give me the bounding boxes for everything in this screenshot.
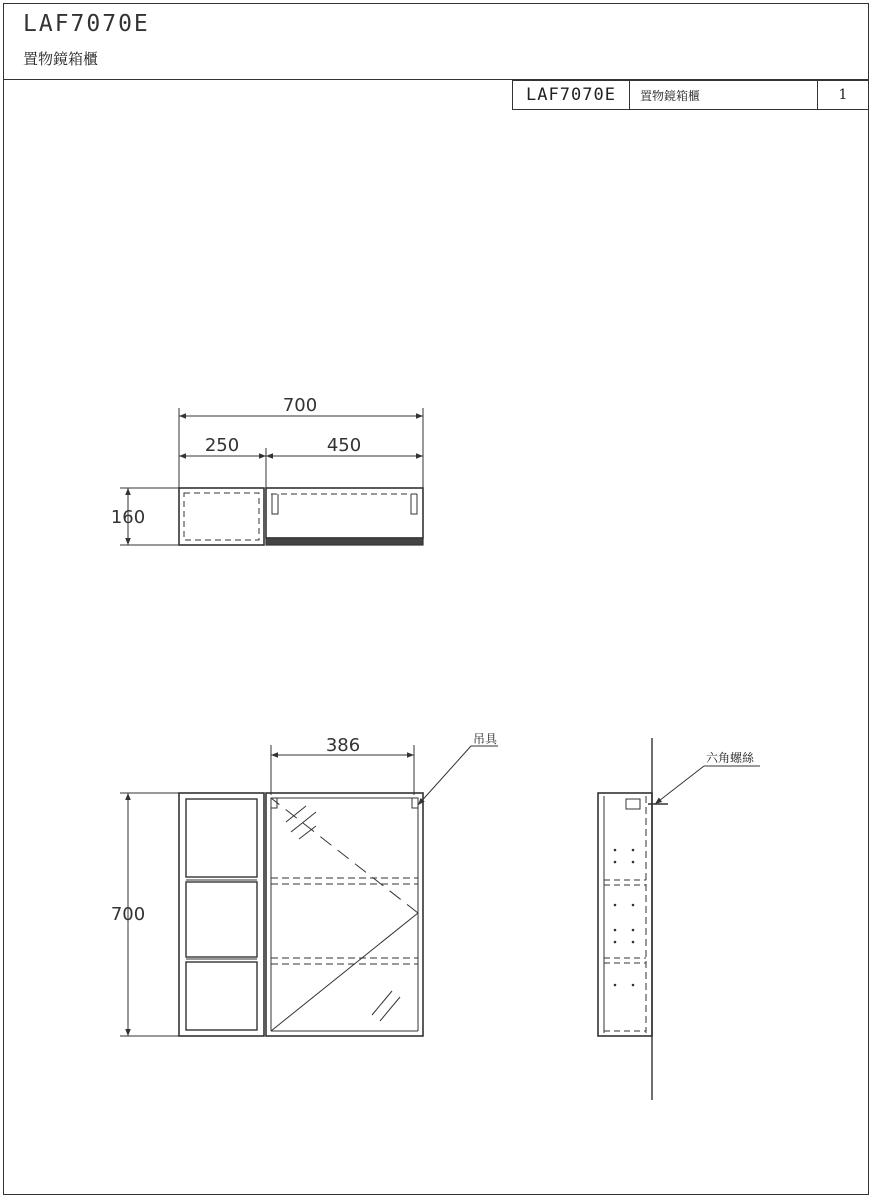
hanger-left bbox=[271, 798, 277, 808]
side-view bbox=[598, 738, 760, 1100]
title-block-model: LAF7070E bbox=[513, 81, 630, 109]
wall-bracket bbox=[626, 799, 640, 809]
top-view bbox=[120, 408, 423, 545]
side-cabinet bbox=[598, 793, 652, 1036]
title-block-name: 置物鏡箱櫃 bbox=[630, 81, 818, 109]
dim-door-width: 386 bbox=[325, 735, 361, 756]
top-view-mirror-door bbox=[266, 538, 423, 545]
product-name: 置物鏡箱櫃 bbox=[23, 50, 99, 68]
dim-left-width: 250 bbox=[204, 435, 240, 456]
screw-label: 六角螺絲 bbox=[706, 751, 755, 765]
model-title: LAF7070E bbox=[23, 11, 150, 37]
top-view-right-module bbox=[266, 488, 423, 538]
hanger-right bbox=[412, 798, 418, 808]
dim-right-width: 450 bbox=[326, 435, 362, 456]
open-shelf-frame bbox=[179, 793, 264, 1036]
hanger-label: 吊具 bbox=[473, 732, 498, 746]
dim-depth: 160 bbox=[110, 507, 146, 528]
dim-height: 700 bbox=[110, 904, 146, 925]
dim-overall-width: 700 bbox=[282, 395, 318, 416]
mirror-cabinet bbox=[266, 793, 423, 1036]
screw-leader bbox=[655, 766, 704, 804]
front-view bbox=[120, 745, 498, 1036]
title-block-page: 1 bbox=[838, 87, 848, 103]
hanger-leader bbox=[418, 746, 471, 805]
top-view-left-module bbox=[179, 488, 264, 545]
